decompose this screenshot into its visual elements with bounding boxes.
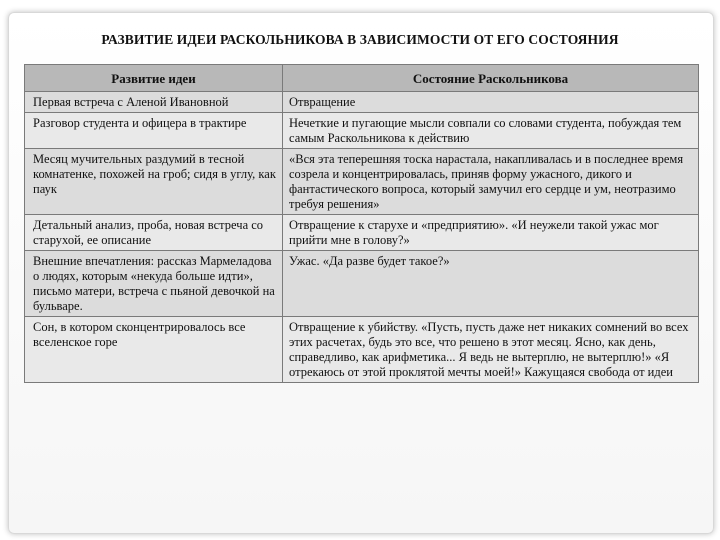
state-cell: Отвращение к старухе и «предприятию». «И неужели такой ужас мог прийти мне в голову?» (283, 215, 699, 251)
idea-cell: Разговор студента и офицера в трактире (25, 113, 283, 149)
table-row (25, 92, 699, 113)
idea-cell: Сон, в котором сконцентрировалось все вселенское горе (25, 317, 283, 383)
state-cell: Нечеткие и пугающие мысли совпали со словами студента, побуждая тем самым Раскольникова к действию (283, 113, 699, 149)
state-cell: «Вся эта теперешняя тоска нарастала, накапливалась и в последнее время созрела и концентрировалась, приняв форму ужасного, дикого и фантастического вопроса, который замучил его сердце и ум, неотразимо требуя решения» (283, 149, 699, 215)
state-cell: Отвращение (283, 92, 699, 113)
idea-cell: Детальный анализ, проба, новая встреча со старухой, ее описание (25, 215, 283, 251)
state-cell: Отвращение к убийству. «Пусть, пусть даже нет никаких сомнений во всех этих расчетах, будь это все, что решено в этот месяц. Ясно, как день, справедливо, как арифметика... Я ведь не вытерплю, не вытерплю!» «Я отрекаюсь от этой проклятой мечты моей!» Кажущаяся свобода от идеи (283, 317, 699, 383)
table-row (25, 317, 699, 383)
table-row (25, 215, 699, 251)
page-title: РАЗВИТИЕ ИДЕИ РАСКОЛЬНИКОВА В ЗАВИСИМОСТИ ОТ ЕГО СОСТОЯНИЯ (101, 32, 619, 47)
idea-cell: Первая встреча с Аленой Ивановной (25, 92, 283, 113)
table-row (25, 113, 699, 149)
table-header-row (25, 65, 699, 92)
column-header-raskolnikov-state: Состояние Раскольникова (283, 65, 699, 92)
idea-development-table (24, 64, 699, 383)
table-row (25, 149, 699, 215)
column-header-idea-development: Развитие идеи (25, 65, 283, 92)
table-container (24, 64, 698, 383)
idea-cell: Внешние впечатления: рассказ Мармеладова о людях, которым «некуда больше идти», письмо матери, встреча с пьяной девочкой на бульваре. (25, 251, 283, 317)
idea-cell: Месяц мучительных раздумий в тесной комнатенке, похожей на гроб; сидя в углу, как паук (25, 149, 283, 215)
state-cell: Ужас. «Да разве будет такое?» (283, 251, 699, 317)
table-row (25, 251, 699, 317)
